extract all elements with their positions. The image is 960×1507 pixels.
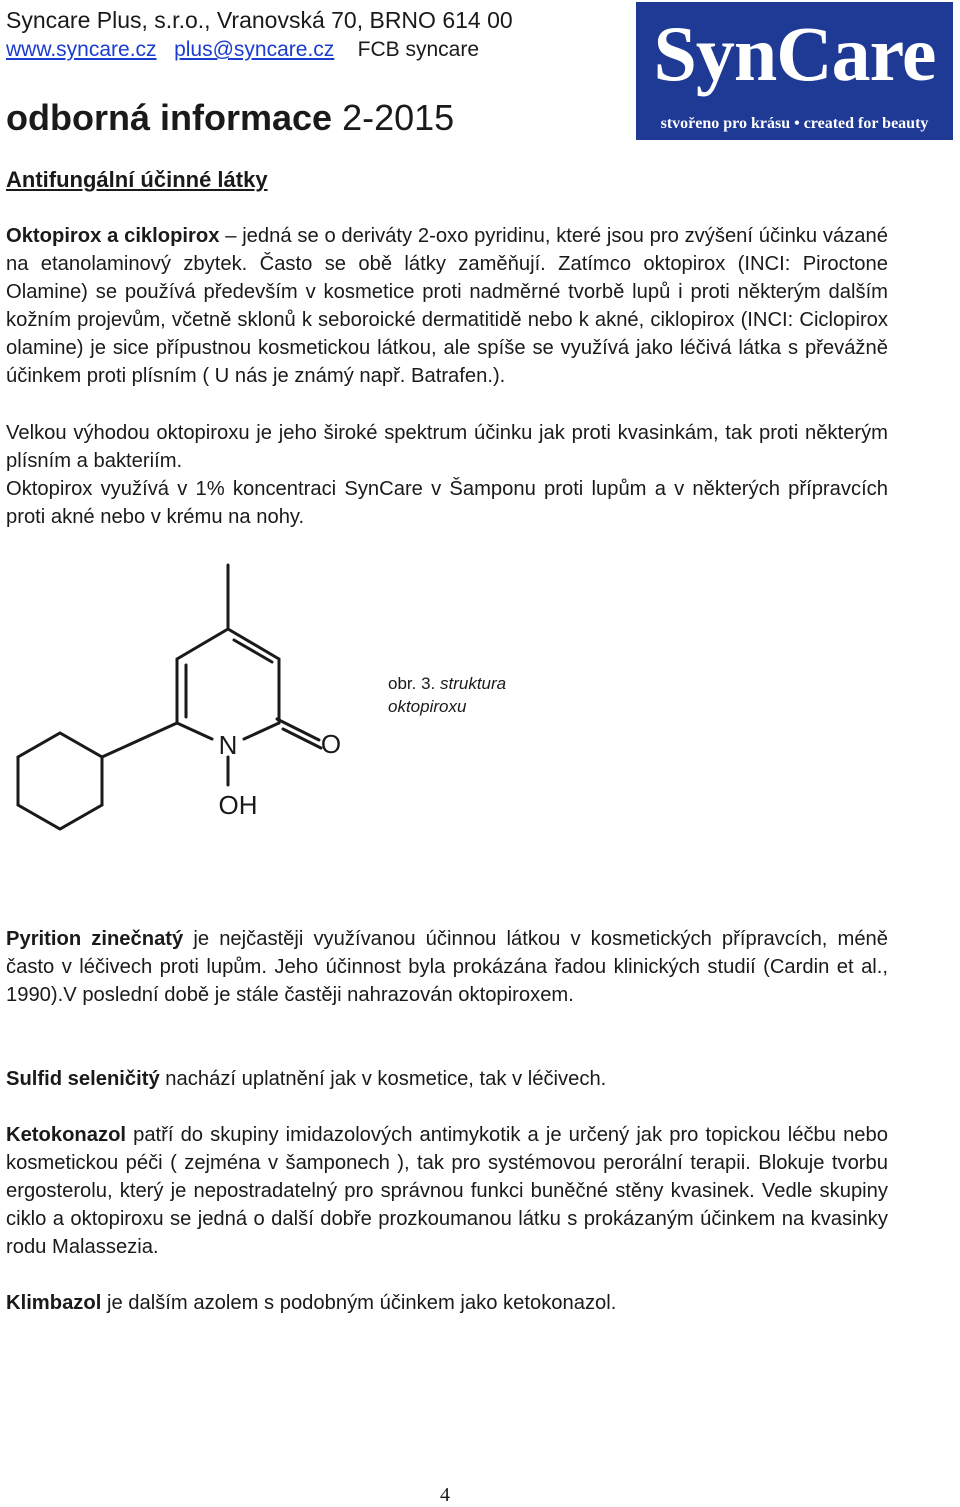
paragraph-pyrition-text: je nejčastěji využívanou účinnou látkou v kosmetických přípravcích, méně často v léčivech proti lupům. Jeho účinnost byla prokázána řadou klinických studií (Cardin et al., 1990).V poslední době je stále častěji nahrazován oktopiroxem. — [6, 928, 889, 1006]
paragraph-pyrition — [6, 925, 888, 1009]
ring-bond — [228, 629, 279, 659]
page-title-main: odborná informace — [6, 97, 333, 138]
paragraph-sulfid-text: nachází uplatnění jak v kosmetice, tak v léčivech. — [159, 1068, 607, 1090]
term-oktopirox: Oktopirox a ciklopirox — [6, 225, 220, 247]
syncare-logo — [636, 2, 953, 140]
paragraph-ketokonazol — [6, 1121, 888, 1261]
paragraph-oktopirox-text: – jedná se o deriváty 2-oxo pyridinu, které jsou pro zvýšení účinku vázané na etanolaminový zbytek. Často se obě látky zaměňují. Zatímco oktopirox (INCI: Piroctone Olamine) se používá především v kosmetice proti nadměrné tvorbě lupů i proti některým dalším kožním projevům, včetně sklonů k seboroické dermatitidě nebo k akné, ciklopirox (INCI: Ciclopirox olamine) je sice přípustnou kosmetickou látkou, ale spíše se využívá jako léčivá látka s převážně účinkem proti plísním ( U nás je známý např. Batrafen.). — [6, 225, 888, 387]
company-address: Syncare Plus, s.r.o., Vranovská 70, BRNO 614 00 — [6, 7, 513, 33]
facebook-label: FCB syncare — [357, 38, 480, 61]
page-title — [6, 96, 454, 140]
section-title: Antifungální účinné látky — [6, 167, 268, 192]
term-sulfid: Sulfid seleničitý — [6, 1068, 160, 1090]
ring-bond — [177, 629, 228, 659]
term-klimbazol: Klimbazol — [6, 1292, 102, 1314]
caption-line2: oktopiroxu — [388, 697, 467, 716]
paragraph-spectrum: Velkou výhodou oktopiroxu je jeho široké spektrum účinku jak proti kvasinkám, tak proti některým plísním a bakteriím. — [6, 422, 888, 472]
atom-oh-label: OH — [218, 790, 258, 820]
website-link[interactable]: www.syncare.cz — [6, 38, 157, 61]
term-ketokonazol: Ketokonazol — [6, 1124, 127, 1146]
paragraph-oktopirox — [6, 222, 888, 390]
cyclohexyl-bond — [102, 723, 177, 757]
ring-bond — [177, 723, 212, 739]
term-pyrition: Pyrition zinečnatý — [6, 928, 184, 950]
paragraph-ketokonazol-text: patří do skupiny imidazolových antimykotik a je určený jak pro topickou léčbu nebo kosmetickou péči ( zejména v šamponech ), tak pro systémovou perorální terapii. Blokuje tvorbu ergosterolu, který je nepostradatelný pro správnou funkci buněčné stěny kvasinek. Vedle skupiny ciklo a oktopiroxu se jedná o další dobře prozkoumanou látku s prokázaným účinkem na kvasinky rodu Malassezia. — [6, 1124, 888, 1258]
paragraph-sulfid — [6, 1065, 888, 1093]
atom-o-label: O — [320, 729, 342, 759]
cyclohexane-ring — [18, 733, 102, 829]
atom-n-label: N — [218, 730, 238, 760]
ring-bond — [244, 723, 279, 739]
email-link[interactable]: plus@syncare.cz — [174, 38, 335, 61]
paragraph-klimbazol — [6, 1289, 888, 1317]
caption-word: struktura — [440, 674, 507, 693]
paragraph-klimbazol-text: je dalším azolem s podobným účinkem jako ketokonazol. — [101, 1292, 617, 1314]
page-number: 4 — [440, 1484, 450, 1506]
caption-number: obr. 3. — [388, 674, 436, 693]
contact-line — [6, 36, 479, 64]
logo-tagline: stvořeno pro krásu • created for beauty — [660, 115, 929, 132]
paragraph-usage: Oktopirox využívá v 1% koncentraci SynCare v Šamponu proti lupům a v některých přípravcích proti akné nebo v krému na nohy. — [6, 478, 888, 528]
figure-caption — [388, 672, 506, 718]
logo-name: SynCare — [653, 10, 936, 97]
page-title-issue: 2-2015 — [342, 97, 455, 138]
